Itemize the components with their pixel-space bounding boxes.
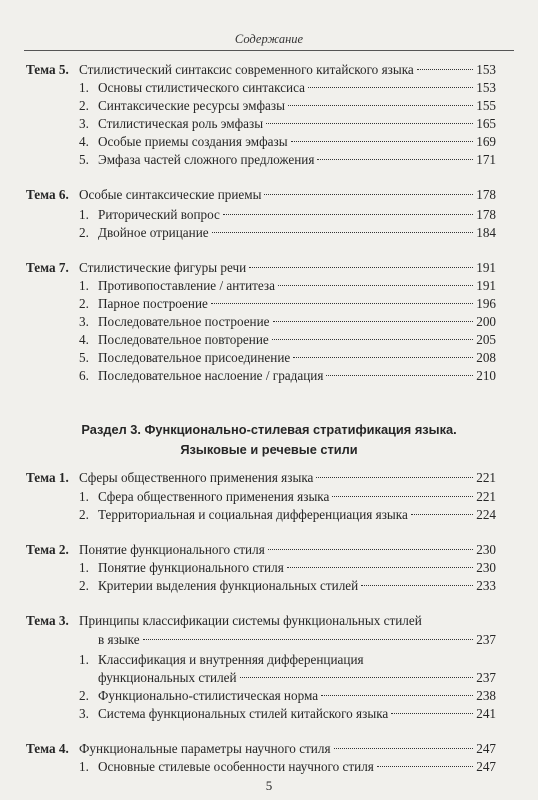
entry-row xyxy=(98,704,496,724)
entry-row xyxy=(98,78,496,98)
entry-row xyxy=(98,630,496,650)
entry-row xyxy=(98,505,496,525)
entry-number: 1. xyxy=(79,489,89,504)
entry-number: 3. xyxy=(79,706,89,721)
dot-leader xyxy=(361,585,473,586)
dot-leader xyxy=(411,514,473,515)
entry-page-number: 233 xyxy=(476,578,496,593)
entry-row xyxy=(98,294,496,314)
entry-number: 4. xyxy=(79,134,89,149)
entry-title: Особые приемы создания эмфазы xyxy=(98,134,288,149)
toc-topic-entry xyxy=(0,468,538,488)
toc-subentry xyxy=(0,223,538,243)
topic-label: Тема 6. xyxy=(26,187,69,202)
dot-leader xyxy=(272,339,473,340)
header-rule xyxy=(24,50,514,51)
section-title-line2: Языковые и речевые стили xyxy=(180,442,358,457)
entry-row xyxy=(79,540,496,560)
entry-title: Принципы классификации системы функциональных стилей xyxy=(79,613,422,628)
entry-page-number: 230 xyxy=(476,560,496,575)
entry-number: 2. xyxy=(79,296,89,311)
entry-page-number: 230 xyxy=(476,542,496,557)
toc-topic-entry xyxy=(0,60,538,80)
entry-number: 6. xyxy=(79,368,89,383)
dot-leader xyxy=(212,232,474,233)
toc-subentry xyxy=(0,132,538,152)
dot-leader xyxy=(211,303,473,304)
toc-subentry xyxy=(0,150,538,170)
entry-page-number: 221 xyxy=(476,470,496,485)
entry-title: Функционально-стилистическая норма xyxy=(98,688,319,703)
entry-row xyxy=(98,132,496,152)
entry-number: 5. xyxy=(79,152,89,167)
entry-page-number: 237 xyxy=(476,670,496,685)
toc-subentry xyxy=(0,366,538,386)
entry-title: Понятие функционального стиля xyxy=(79,542,265,557)
dot-leader xyxy=(308,87,473,88)
toc-subentry xyxy=(0,558,538,578)
entry-title: Сфера общественного применения языка xyxy=(98,489,330,504)
toc-subentry xyxy=(0,276,538,296)
entry-row xyxy=(98,276,496,296)
dot-leader xyxy=(223,214,473,215)
page-number: 5 xyxy=(265,778,273,793)
entry-title: Территориальная и социальная дифференциация языка xyxy=(98,507,408,522)
dot-leader xyxy=(417,69,473,70)
entry-number: 1. xyxy=(79,278,89,293)
entry-page-number: 221 xyxy=(476,489,496,504)
entry-title: Последовательное присоединение xyxy=(98,350,291,365)
toc-topic-entry xyxy=(0,540,538,560)
entry-row xyxy=(79,611,496,631)
entry-page-number: 165 xyxy=(476,116,496,131)
entry-number: 2. xyxy=(79,98,89,113)
entry-number: 3. xyxy=(79,116,89,131)
entry-title: Особые синтаксические приемы xyxy=(79,187,262,202)
entry-page-number: 224 xyxy=(476,507,496,522)
toc-topic-entry xyxy=(0,258,538,278)
entry-row xyxy=(98,205,496,225)
entry-title: Риторический вопрос xyxy=(98,207,220,222)
entry-row xyxy=(98,668,496,688)
dot-leader xyxy=(291,141,474,142)
dot-leader xyxy=(321,695,473,696)
entry-title: в языке xyxy=(98,632,140,647)
entry-title: Стилистические фигуры речи xyxy=(79,260,247,275)
entry-page-number: 247 xyxy=(476,741,496,756)
dot-leader xyxy=(377,766,473,767)
entry-title: Функциональные параметры научного стиля xyxy=(79,741,331,756)
toc-subentry xyxy=(0,312,538,332)
entry-title: Система функциональных стилей китайского языка xyxy=(98,706,389,721)
entry-number: 1. xyxy=(79,207,89,222)
toc-topic-entry xyxy=(0,185,538,205)
dot-leader xyxy=(326,375,473,376)
entry-row xyxy=(79,185,496,205)
entry-row xyxy=(98,312,496,332)
section-title-line1: Раздел 3. Функционально-стилевая стратификация языка. xyxy=(81,422,457,437)
dot-leader xyxy=(249,267,473,268)
entry-row xyxy=(98,487,496,507)
entry-number: 5. xyxy=(79,350,89,365)
toc-subentry xyxy=(0,348,538,368)
entry-row xyxy=(98,150,496,170)
entry-row xyxy=(98,223,496,243)
entry-page-number: 191 xyxy=(476,260,496,275)
entry-page-number: 178 xyxy=(476,207,496,222)
entry-page-number: 153 xyxy=(476,80,496,95)
entry-row xyxy=(98,650,496,670)
entry-row xyxy=(98,348,496,368)
running-header: Содержание xyxy=(234,32,304,46)
entry-title: Последовательное наслоение / градация xyxy=(98,368,324,383)
toc-subentry xyxy=(0,757,538,777)
toc-subentry xyxy=(0,78,538,98)
dot-leader xyxy=(332,496,473,497)
entry-row xyxy=(79,258,496,278)
topic-label: Тема 2. xyxy=(26,542,69,557)
entry-page-number: 210 xyxy=(476,368,496,383)
topic-label: Тема 3. xyxy=(26,613,69,628)
entry-title: Стилистическая роль эмфазы xyxy=(98,116,264,131)
entry-number: 1. xyxy=(79,759,89,774)
entry-title: Противопоставление / антитеза xyxy=(98,278,275,293)
entry-row xyxy=(98,114,496,134)
entry-row xyxy=(98,96,496,116)
entry-row xyxy=(98,757,496,777)
entry-number: 2. xyxy=(79,507,89,522)
toc-subentry xyxy=(0,114,538,134)
entry-title: Синтаксические ресурсы эмфазы xyxy=(98,98,285,113)
entry-row xyxy=(98,330,496,350)
entry-page-number: 247 xyxy=(476,759,496,774)
entry-page-number: 153 xyxy=(476,62,496,77)
entry-title: Стилистический синтаксис современного китайского языка xyxy=(79,62,414,77)
toc-subentry xyxy=(0,630,538,650)
entry-page-number: 169 xyxy=(476,134,496,149)
dot-leader xyxy=(268,549,473,550)
entry-page-number: 178 xyxy=(476,187,496,202)
toc-topic-entry xyxy=(0,739,538,759)
dot-leader xyxy=(317,159,473,160)
toc-subentry xyxy=(0,704,538,724)
entry-number: 2. xyxy=(79,225,89,240)
dot-leader xyxy=(240,677,474,678)
entry-page-number: 238 xyxy=(476,688,496,703)
dot-leader xyxy=(334,748,474,749)
toc-subentry xyxy=(0,576,538,596)
entry-title: Последовательное повторение xyxy=(98,332,269,347)
entry-title: Последовательное построение xyxy=(98,314,270,329)
entry-page-number: 205 xyxy=(476,332,496,347)
entry-title: функциональных стилей xyxy=(98,670,237,685)
entry-page-number: 155 xyxy=(476,98,496,113)
dot-leader xyxy=(264,194,473,195)
toc-subentry xyxy=(0,505,538,525)
toc-subentry xyxy=(0,330,538,350)
topic-label: Тема 1. xyxy=(26,470,69,485)
entry-page-number: 184 xyxy=(476,225,496,240)
entry-page-number: 196 xyxy=(476,296,496,311)
entry-row xyxy=(79,739,496,759)
entry-title: Критерии выделения функциональных стилей xyxy=(98,578,359,593)
entry-number: 3. xyxy=(79,314,89,329)
toc-subentry xyxy=(0,686,538,706)
entry-title: Парное построение xyxy=(98,296,208,311)
entry-number: 1. xyxy=(79,80,89,95)
entry-row xyxy=(98,558,496,578)
entry-number: 2. xyxy=(79,688,89,703)
toc-subentry xyxy=(0,668,538,688)
entry-title: Классификация и внутренняя дифференциация xyxy=(98,652,364,667)
topic-label: Тема 7. xyxy=(26,260,69,275)
toc-subentry xyxy=(0,294,538,314)
toc-subentry xyxy=(0,650,538,670)
entry-title: Двойное отрицание xyxy=(98,225,209,240)
entry-page-number: 237 xyxy=(476,632,496,647)
entry-page-number: 191 xyxy=(476,278,496,293)
entry-title: Понятие функционального стиля xyxy=(98,560,284,575)
dot-leader xyxy=(293,357,473,358)
dot-leader xyxy=(287,567,473,568)
toc-subentry xyxy=(0,205,538,225)
topic-label: Тема 5. xyxy=(26,62,69,77)
dot-leader xyxy=(143,639,474,640)
entry-number: 1. xyxy=(79,560,89,575)
dot-leader xyxy=(316,477,473,478)
topic-label: Тема 4. xyxy=(26,741,69,756)
entry-row xyxy=(79,60,496,80)
entry-page-number: 241 xyxy=(476,706,496,721)
entry-row xyxy=(98,686,496,706)
entry-row xyxy=(98,366,496,386)
entry-number: 1. xyxy=(79,652,89,667)
entry-row xyxy=(98,576,496,596)
dot-leader xyxy=(391,713,473,714)
entry-page-number: 208 xyxy=(476,350,496,365)
toc-topic-entry xyxy=(0,611,538,631)
entry-page-number: 171 xyxy=(476,152,496,167)
entry-title: Сферы общественного применения языка xyxy=(79,470,314,485)
entry-title: Эмфаза частей сложного предложения xyxy=(98,152,315,167)
toc-subentry xyxy=(0,487,538,507)
entry-title: Основы стилистического синтаксиса xyxy=(98,80,305,95)
toc-subentry xyxy=(0,96,538,116)
entry-number: 2. xyxy=(79,578,89,593)
entry-number: 4. xyxy=(79,332,89,347)
dot-leader xyxy=(288,105,473,106)
entry-row xyxy=(79,468,496,488)
dot-leader xyxy=(273,321,474,322)
entry-title: Основные стилевые особенности научного стиля xyxy=(98,759,374,774)
dot-leader xyxy=(278,285,473,286)
entry-page-number: 200 xyxy=(476,314,496,329)
dot-leader xyxy=(266,123,473,124)
